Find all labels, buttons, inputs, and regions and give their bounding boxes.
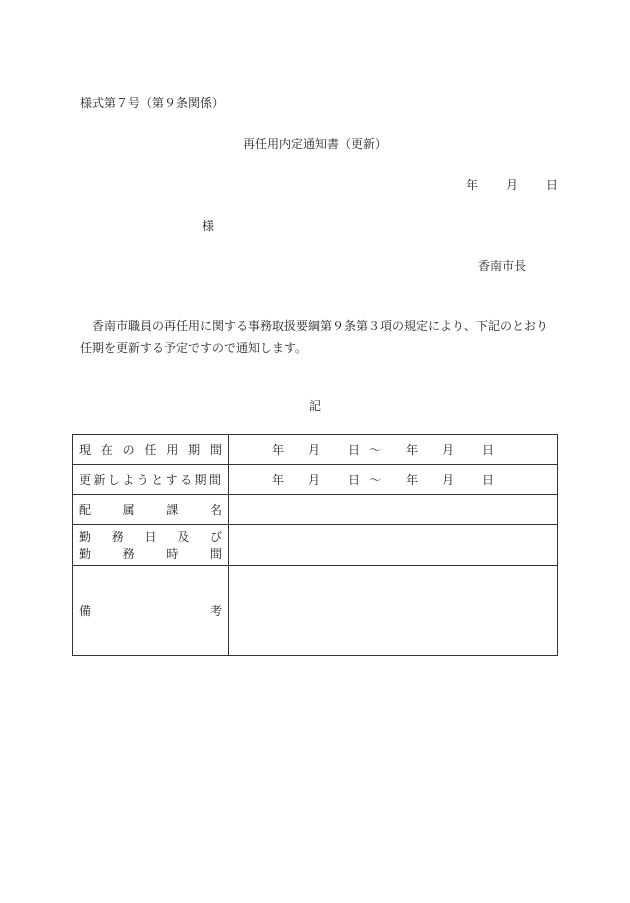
period-tilde: ～ [369,473,382,487]
department-label: 配属課名 [79,503,222,517]
row-label [73,566,229,656]
period-year-end: 年 [406,473,419,487]
issuer: 香南市長 [478,259,527,273]
row-label [73,495,229,525]
department-value [229,495,558,525]
date-day-label: 日 [546,178,559,192]
table-row [73,566,558,656]
work-days-label: 勤務日及び [79,530,222,544]
period-day: 日 [348,443,361,457]
row-value [229,465,558,495]
table-row [73,435,558,465]
period-year-end: 年 [406,443,419,457]
remarks-label: 備考 [79,604,222,618]
date-line [466,176,558,193]
row-label [73,465,229,495]
period-month-end: 月 [442,473,455,487]
table-row [73,495,558,525]
row-value [229,435,558,465]
form-number: 様式第７号（第９条関係） [80,96,225,110]
date-year-label: 年 [466,178,479,192]
row-label [73,435,229,465]
period-day-end: 日 [482,473,495,487]
details-table [72,434,558,656]
row-label [73,525,229,566]
table-row [73,525,558,566]
document-title: 再任用内定通知書（更新） [242,137,387,151]
period-tilde: ～ [369,443,382,457]
period-day: 日 [348,473,361,487]
work-schedule-value [229,525,558,566]
period-month: 月 [308,443,321,457]
body-text: 香南市職員の再任用に関する事務取扱要綱第９条第３項の規定により、下記のとおり任期を更新する予定ですので通知します。 [80,319,549,355]
ki-heading: 記 [308,399,321,413]
period-year: 年 [272,473,285,487]
addressee-suffix: 様 [202,219,215,233]
period-month-end: 月 [442,443,455,457]
table-row [73,465,558,495]
date-month-label: 月 [506,178,519,192]
remarks-value [229,566,558,656]
period-day-end: 日 [482,443,495,457]
period-month: 月 [308,473,321,487]
work-hours-label: 勤務時間 [79,547,222,561]
renewal-term-period [235,471,551,488]
renewal-term-label: 更新しようとする期間 [79,473,222,487]
current-term-label: 現在の任用期間 [79,443,222,457]
current-term-period [235,441,551,458]
period-year: 年 [272,443,285,457]
